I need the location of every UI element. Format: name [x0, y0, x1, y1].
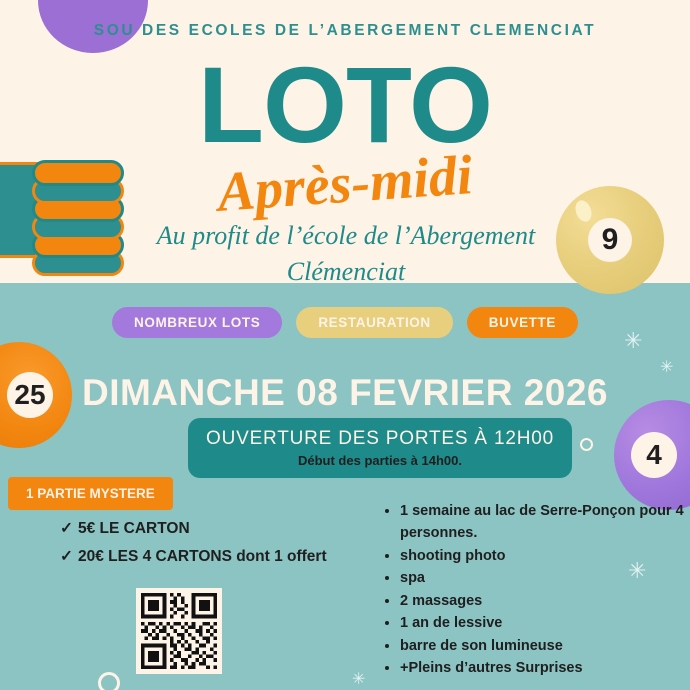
prize-list: [386, 500, 686, 680]
badge-nombreux-lots: NOMBREUX LOTS: [112, 307, 282, 338]
lottery-ball-orange-number: 25: [7, 372, 53, 418]
price-row-2: [60, 546, 370, 568]
title-subscript: Après-midi: [215, 144, 475, 224]
sparkle-icon-2: ✳: [660, 359, 674, 376]
small-outline-circle-decoration: [580, 438, 593, 451]
small-outline-circle-decoration-2: [98, 672, 120, 690]
price-label-single: 5€ LE CARTON: [78, 520, 190, 537]
prize-item-7: • +Pleins d’autres Surprises: [400, 657, 686, 679]
sparkle-icon: ✳: [624, 328, 643, 353]
event-date: DIMANCHE 08 FEVRIER 2026: [81, 372, 609, 413]
organization-kicker: SOU DES ECOLES DE L’ABERGEMENT CLEMENCIAT: [93, 22, 597, 39]
lottery-ball-yellow-number: 9: [588, 218, 632, 262]
check-icon: ✓: [60, 520, 73, 537]
prize-item-6: • barre de son lumineuse: [400, 635, 686, 657]
badge-restauration: RESTAURATION: [296, 307, 452, 338]
feature-badges: [0, 307, 690, 338]
prize-item-2: • shooting photo: [400, 545, 686, 567]
event-doors-opening: OUVERTURE DES PORTES À 12H00: [206, 428, 554, 449]
sparkle-icon-3: ✳: [628, 558, 647, 583]
page-subtitle: Au profit de l’école de l’Abergement Clémenciat: [156, 221, 536, 287]
check-icon-2: ✓: [60, 548, 73, 566]
badge-mystery-game: 1 PARTIE MYSTERE: [8, 477, 173, 510]
qr-code[interactable]: [136, 588, 222, 674]
prize-item-3: • spa: [400, 567, 686, 589]
event-games-start: Début des parties à 14h00.: [297, 453, 462, 468]
price-label-pack: 20€ LES 4 CARTONS dont 1 offert: [78, 548, 327, 566]
prize-item: • 1 semaine au lac de Serre-Ponçon pour 4 personnes.: [400, 500, 686, 545]
sparkle-icon-4: ✳: [352, 671, 366, 688]
badge-buvette: BUVETTE: [467, 307, 578, 338]
prize-item-5: • 1 an de lessive: [400, 612, 686, 634]
price-list: [60, 518, 370, 575]
price-row: [60, 518, 370, 540]
page-title: LOTO: [197, 44, 492, 165]
event-hours-box: [188, 418, 572, 478]
lottery-ball-purple-number: 4: [631, 432, 677, 478]
qr-code-image: [141, 593, 217, 669]
prize-item-4: • 2 massages: [400, 590, 686, 612]
